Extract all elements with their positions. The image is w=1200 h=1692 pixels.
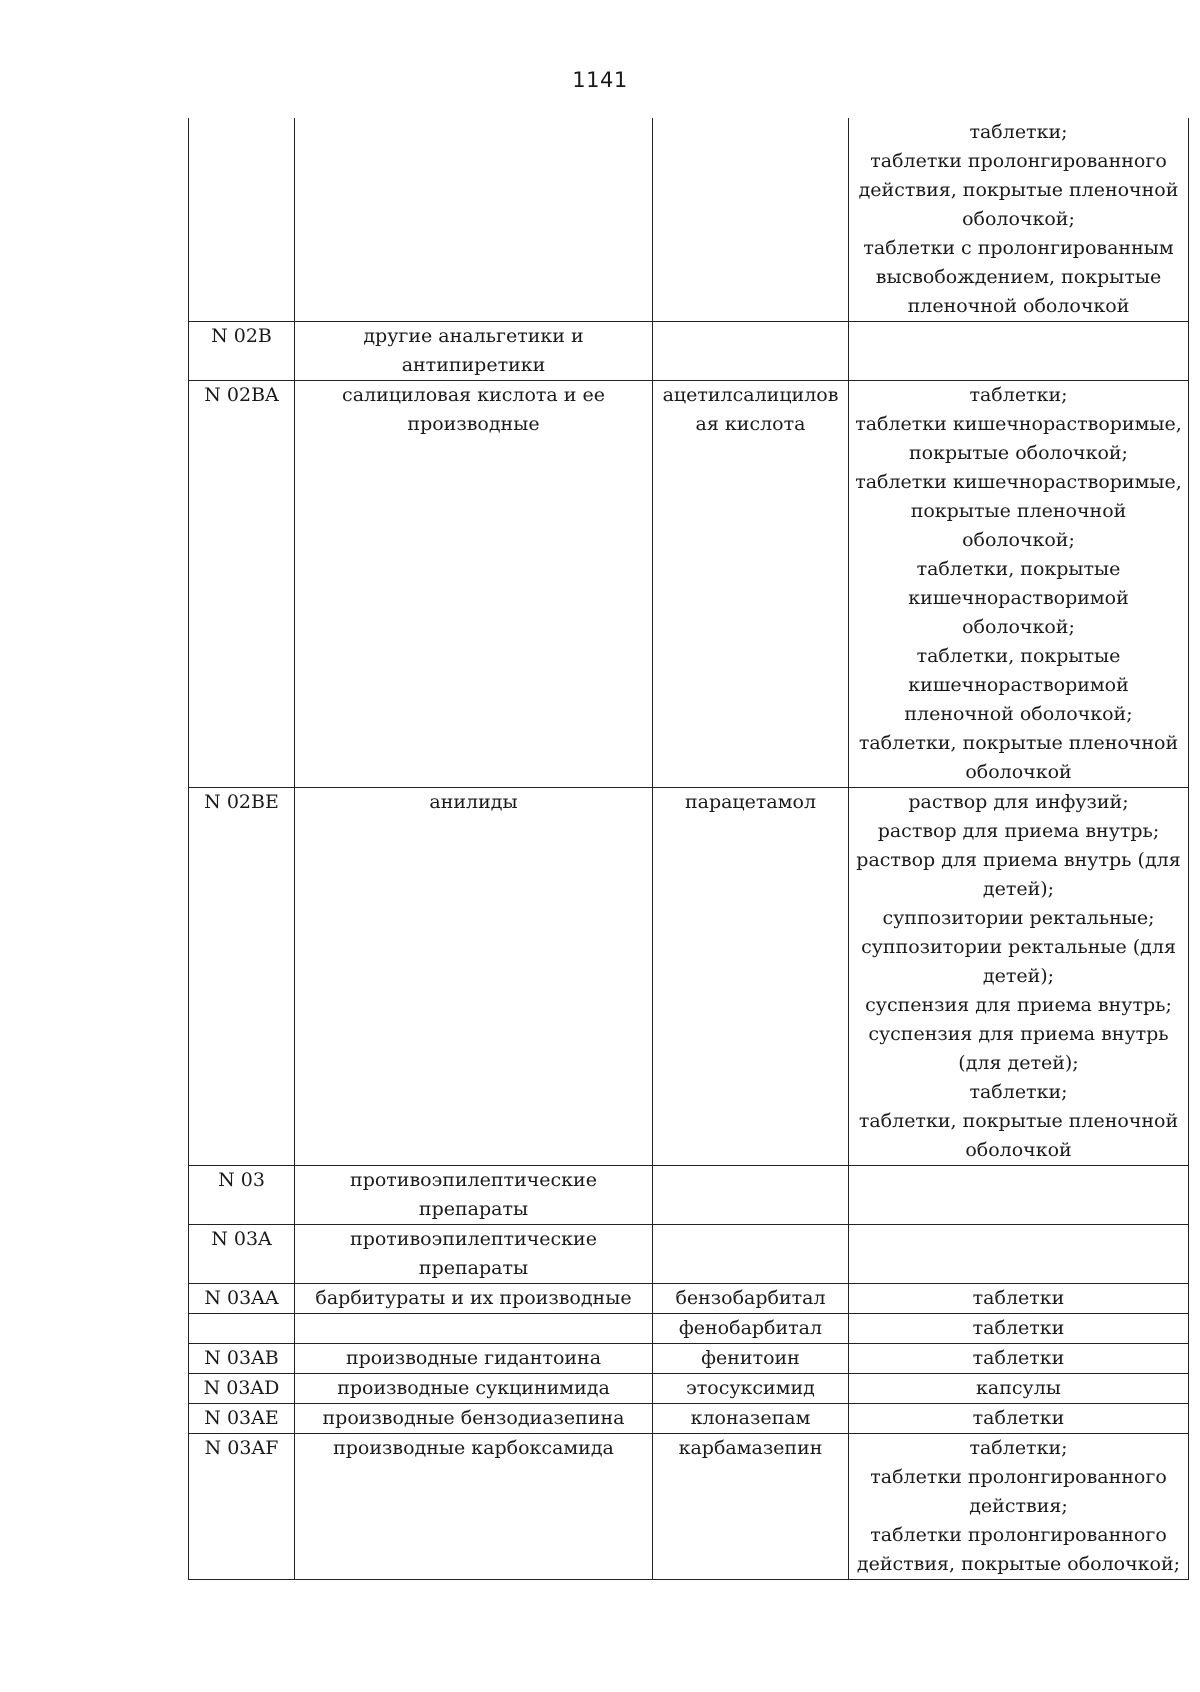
group-name-cell xyxy=(295,1404,653,1434)
atc-code-cell xyxy=(189,1284,295,1314)
group-name-text: противоэпилептические препараты xyxy=(350,1169,597,1220)
atc-code-text: N 03A xyxy=(211,1228,272,1250)
atc-code-cell xyxy=(189,1166,295,1225)
drug-name-text: ацетилсалицилов ая кислота xyxy=(662,384,839,435)
dosage-form-line: таблетки; xyxy=(969,384,1068,406)
atc-code-cell xyxy=(189,1344,295,1374)
dosage-forms-cell xyxy=(849,1166,1189,1225)
table-row xyxy=(189,381,1189,788)
table-row xyxy=(189,1404,1189,1434)
drug-name-cell xyxy=(653,1404,849,1434)
dosage-forms-cell xyxy=(849,1434,1189,1580)
atc-code-text: N 03AE xyxy=(204,1407,279,1429)
dosage-form-line: суппозитории ректальные; xyxy=(882,907,1155,929)
atc-code-text: N 02BE xyxy=(204,791,279,813)
drug-name-cell xyxy=(653,1434,849,1580)
group-name-cell xyxy=(295,1314,653,1344)
table-row xyxy=(189,1314,1189,1344)
dosage-form-line: оболочкой; xyxy=(962,529,1075,551)
dosage-forms-cell xyxy=(849,1404,1189,1434)
dosage-forms-cell xyxy=(849,1374,1189,1404)
atc-code-cell xyxy=(189,1374,295,1404)
group-name-text: производные гидантоина xyxy=(345,1347,602,1369)
group-name-text: производные бензодиазепина xyxy=(322,1407,625,1429)
dosage-form-line: таблетки пролонгированного xyxy=(870,150,1167,172)
dosage-form-line: пленочной оболочкой; xyxy=(904,703,1133,725)
table-row xyxy=(189,118,1189,322)
table-row xyxy=(189,1166,1189,1225)
dosage-forms-cell xyxy=(849,118,1189,322)
dosage-form-line: таблетки; xyxy=(969,121,1068,143)
atc-code-cell xyxy=(189,1314,295,1344)
atc-code-cell xyxy=(189,118,295,322)
dosage-form-line: оболочкой xyxy=(965,1139,1072,1161)
atc-code-text: N 03AB xyxy=(204,1347,279,1369)
atc-code-cell xyxy=(189,381,295,788)
dosage-forms-cell xyxy=(849,381,1189,788)
dosage-form-line: кишечнорастворимой xyxy=(908,674,1129,696)
dosage-form-line: таблетки, покрытые xyxy=(916,558,1121,580)
dosage-form-line: раствор для приема внутрь; xyxy=(877,820,1160,842)
drug-name-cell xyxy=(653,118,849,322)
drug-name-text: этосуксимид xyxy=(686,1377,815,1399)
dosage-form-line: таблетки с пролонгированным xyxy=(863,237,1174,259)
group-name-cell xyxy=(295,788,653,1166)
drug-name-cell xyxy=(653,1344,849,1374)
atc-code-cell xyxy=(189,788,295,1166)
group-name-cell xyxy=(295,322,653,381)
drug-name-cell xyxy=(653,1374,849,1404)
dosage-form-line: таблетки, покрытые пленочной xyxy=(858,732,1179,754)
dosage-form-line: таблетки пролонгированного xyxy=(870,1524,1167,1546)
atc-code-cell xyxy=(189,1225,295,1284)
dosage-form-line: детей); xyxy=(982,878,1055,900)
table-row xyxy=(189,1225,1189,1284)
dosage-form-line: кишечнорастворимой xyxy=(908,587,1129,609)
dosage-form-line: таблетки, покрытые пленочной xyxy=(858,1110,1179,1132)
table-row xyxy=(189,1434,1189,1580)
dosage-form-line: раствор для приема внутрь (для xyxy=(856,849,1181,871)
atc-code-text: N 03 xyxy=(218,1169,265,1191)
dosage-forms-cell xyxy=(849,1314,1189,1344)
dosage-form-line: пленочной оболочкой xyxy=(907,295,1130,317)
page-number: 1141 xyxy=(572,68,628,92)
drug-name-cell xyxy=(653,1166,849,1225)
group-name-cell xyxy=(295,1284,653,1314)
dosage-form-line: таблетки xyxy=(972,1407,1065,1429)
group-name-cell xyxy=(295,1374,653,1404)
dosage-form-line: таблетки xyxy=(972,1287,1065,1309)
dosage-form-line: таблетки кишечнорастворимые, xyxy=(855,471,1182,493)
drug-name-cell xyxy=(653,381,849,788)
atc-code-text: N 03AA xyxy=(204,1287,279,1309)
dosage-form-line: таблетки пролонгированного xyxy=(870,1466,1167,1488)
atc-code-text: N 02BA xyxy=(204,384,279,406)
group-name-cell xyxy=(295,1225,653,1284)
table-row xyxy=(189,1344,1189,1374)
atc-code-text: N 03AD xyxy=(203,1377,280,1399)
drug-name-text: карбамазепин xyxy=(678,1437,823,1459)
group-name-cell xyxy=(295,118,653,322)
dosage-form-line: капсулы xyxy=(976,1377,1061,1399)
dosage-form-line: покрытые пленочной xyxy=(910,500,1127,522)
dosage-form-line: покрытые оболочкой; xyxy=(909,442,1128,464)
group-name-text: анилиды xyxy=(429,791,518,813)
drug-name-text: парацетамол xyxy=(684,791,817,813)
dosage-form-line: оболочкой; xyxy=(962,616,1075,638)
drug-name-text: фенитоин xyxy=(701,1347,800,1369)
group-name-cell xyxy=(295,1166,653,1225)
table-row xyxy=(189,788,1189,1166)
dosage-form-line: детей); xyxy=(982,965,1055,987)
dosage-forms-cell xyxy=(849,1284,1189,1314)
dosage-form-line: оболочкой; xyxy=(962,208,1075,230)
dosage-form-line: действия, покрытые пленочной xyxy=(858,179,1179,201)
dosage-form-line: таблетки, покрытые xyxy=(916,645,1121,667)
dosage-form-line: таблетки; xyxy=(969,1437,1068,1459)
dosage-form-line: таблетки кишечнорастворимые, xyxy=(855,413,1182,435)
atc-code-cell xyxy=(189,1434,295,1580)
dosage-forms-cell xyxy=(849,788,1189,1166)
group-name-cell xyxy=(295,381,653,788)
drug-name-cell xyxy=(653,788,849,1166)
group-name-text: другие анальгетики и антипиретики xyxy=(363,325,584,376)
group-name-text: производные сукцинимида xyxy=(337,1377,610,1399)
dosage-form-line: суспензия для приема внутрь xyxy=(868,1023,1169,1045)
dosage-form-line: действия; xyxy=(969,1495,1068,1517)
table-row xyxy=(189,1284,1189,1314)
atc-code-cell xyxy=(189,1404,295,1434)
dosage-form-line: действия, покрытые оболочкой; xyxy=(856,1553,1181,1575)
table-row xyxy=(189,1374,1189,1404)
group-name-text: салициловая кислота и ее производные xyxy=(342,384,605,435)
dosage-forms-cell xyxy=(849,1344,1189,1374)
dosage-form-line: высвобождением, покрытые xyxy=(875,266,1162,288)
dosage-form-line: оболочкой xyxy=(965,761,1072,783)
group-name-text: противоэпилептические препараты xyxy=(350,1228,597,1279)
dosage-forms-cell xyxy=(849,1225,1189,1284)
table-row xyxy=(189,322,1189,381)
group-name-text: барбитураты и их производные xyxy=(315,1287,632,1309)
drug-name-cell xyxy=(653,1314,849,1344)
group-name-text: производные карбоксамида xyxy=(333,1437,614,1459)
dosage-form-line: таблетки xyxy=(972,1347,1065,1369)
drug-name-cell xyxy=(653,1284,849,1314)
dosage-form-line: суспензия для приема внутрь; xyxy=(865,994,1172,1016)
drug-table-body xyxy=(189,118,1189,1580)
atc-code-cell xyxy=(189,322,295,381)
dosage-form-line: таблетки; xyxy=(969,1081,1068,1103)
atc-code-text: N 02B xyxy=(211,325,272,347)
dosage-form-line: раствор для инфузий; xyxy=(908,791,1129,813)
drug-name-cell xyxy=(653,1225,849,1284)
atc-code-text: N 03AF xyxy=(204,1437,279,1459)
drug-name-text: бензобарбитал xyxy=(675,1287,826,1309)
dosage-form-line: таблетки xyxy=(972,1317,1065,1339)
dosage-form-line: суппозитории ректальные (для xyxy=(861,936,1176,958)
drug-name-text: фенобарбитал xyxy=(678,1317,823,1339)
group-name-cell xyxy=(295,1434,653,1580)
drug-table xyxy=(188,118,1189,1580)
group-name-cell xyxy=(295,1344,653,1374)
drug-name-cell xyxy=(653,322,849,381)
drug-name-text: клоназепам xyxy=(690,1407,811,1429)
dosage-form-line: (для детей); xyxy=(958,1052,1079,1074)
dosage-forms-cell xyxy=(849,322,1189,381)
